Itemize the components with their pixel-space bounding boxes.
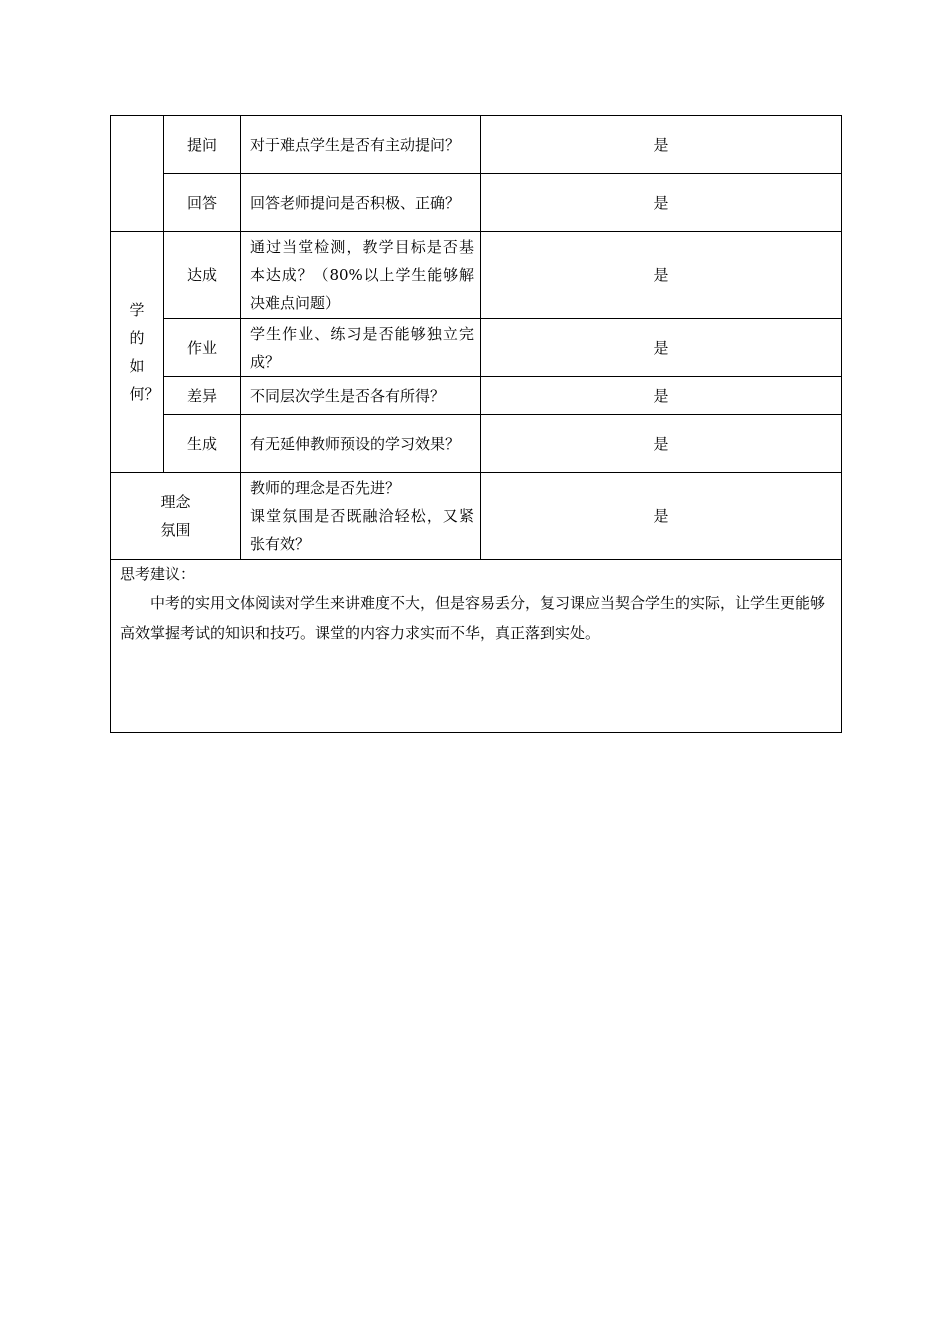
question-linian: [241, 473, 481, 560]
question-zuoye: 学生作业、练习是否能够独立完成？: [241, 319, 481, 377]
evaluation-table: [110, 115, 842, 733]
answer-dacheng: 是: [481, 232, 842, 319]
question-huida: 回答老师提问是否积极、正确？: [241, 174, 481, 232]
question-tiwen: 对于难点学生是否有主动提问？: [241, 116, 481, 174]
answer-zuoye: 是: [481, 319, 842, 377]
answer-linian: 是: [481, 473, 842, 560]
answer-shengcheng: 是: [481, 415, 842, 473]
category-cell-empty: [111, 116, 164, 232]
sub-item-tiwen: 提问: [164, 116, 241, 174]
category-label: 学的如何？: [129, 301, 160, 403]
linian-label-line2: 氛围: [160, 521, 191, 539]
answer-huida: 是: [481, 174, 842, 232]
sub-item-chayi: 差异: [164, 377, 241, 415]
question-dacheng: 通过当堂检测，教学目标是否基本达成？（80%以上学生能够解决难点问题）: [241, 232, 481, 319]
table-row: [111, 174, 842, 232]
sub-item-shengcheng: 生成: [164, 415, 241, 473]
question-chayi: 不同层次学生是否各有所得？: [241, 377, 481, 415]
sub-item-huida: 回答: [164, 174, 241, 232]
question-linian-line1: 教师的理念是否先进？: [250, 479, 401, 497]
table-row: [111, 319, 842, 377]
sub-item-dacheng: 达成: [164, 232, 241, 319]
question-linian-line2: 课堂氛围是否既融洽轻松，又紧张有效？: [250, 507, 474, 553]
sub-item-zuoye: 作业: [164, 319, 241, 377]
notes-title: 思考建议：: [120, 565, 196, 583]
category-linian: [111, 473, 241, 560]
table-row: [111, 377, 842, 415]
linian-label-line1: 理念: [160, 493, 191, 511]
table-row: [111, 473, 842, 560]
table-row: [111, 116, 842, 174]
linian-label: [160, 488, 190, 544]
table-row: [111, 560, 842, 733]
table-row: [111, 415, 842, 473]
category-xue-de-ru-he: [111, 232, 164, 473]
notes-cell: [111, 560, 842, 733]
notes-body: 中考的实用文体阅读对学生来讲难度不大，但是容易丢分，复习课应当契合学生的实际，让学生更能够高效掌握考试的知识和技巧。课堂的内容力求实而不华，真正落到实处。: [120, 594, 826, 642]
answer-chayi: 是: [481, 377, 842, 415]
table-row: [111, 232, 842, 319]
question-shengcheng: 有无延伸教师预设的学习效果？: [241, 415, 481, 473]
answer-tiwen: 是: [481, 116, 842, 174]
